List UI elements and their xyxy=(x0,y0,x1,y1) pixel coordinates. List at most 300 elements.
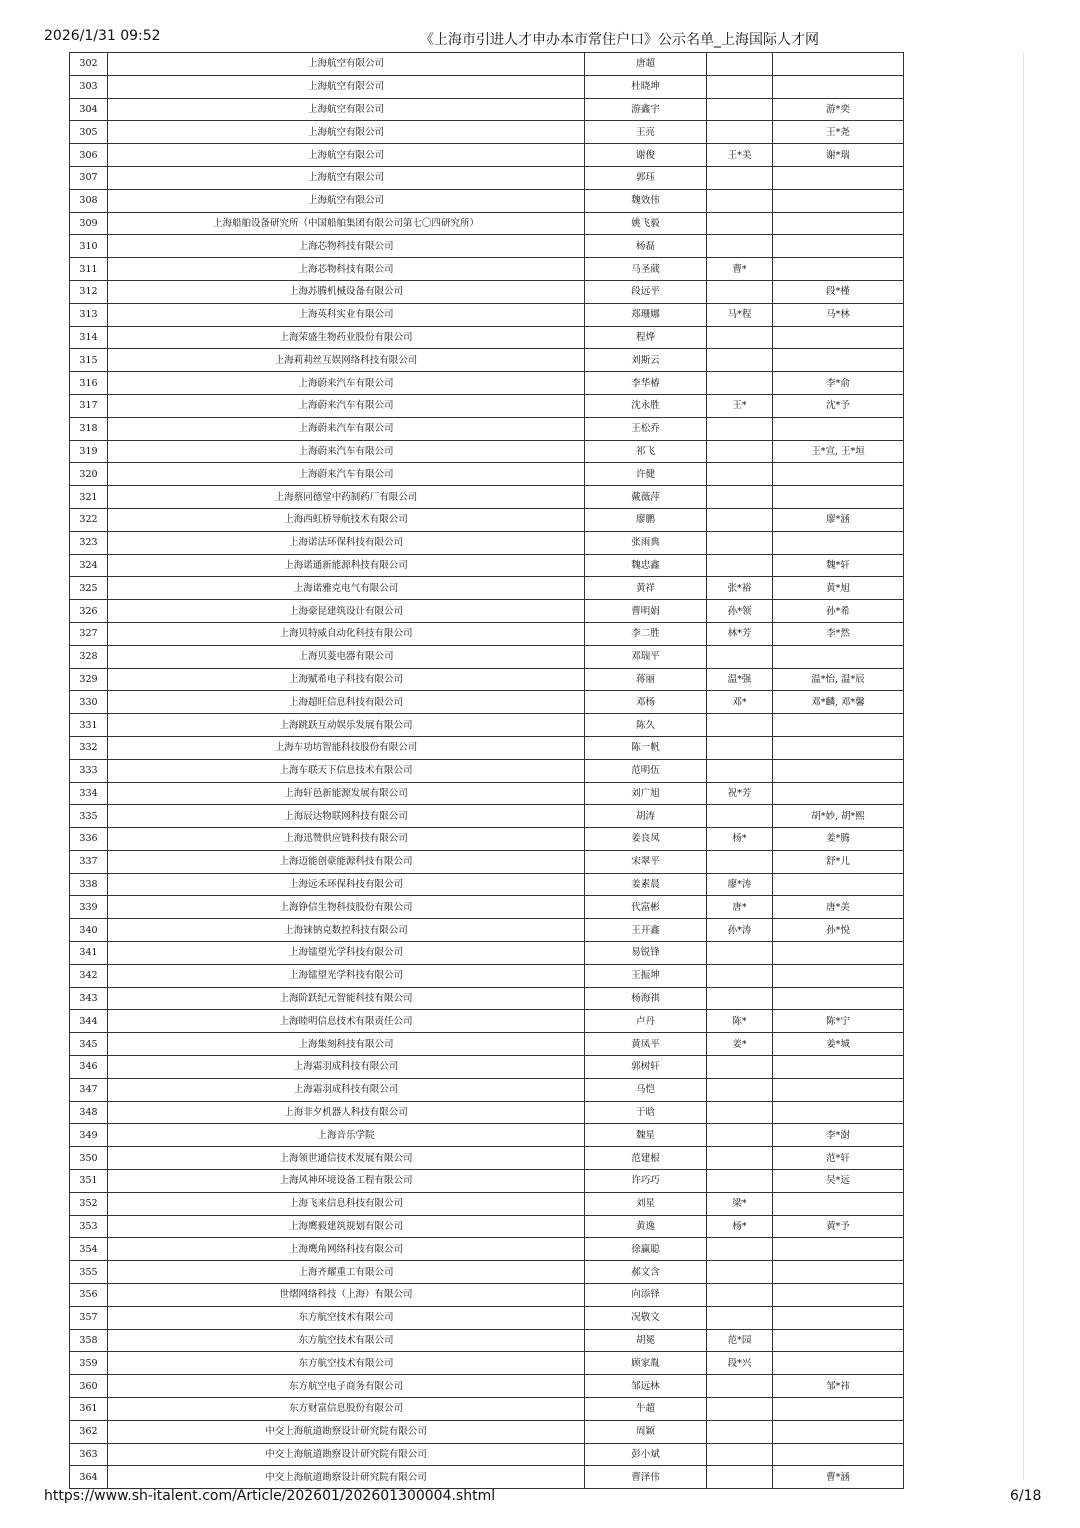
children-names xyxy=(773,1443,904,1466)
spouse-name: 杨* xyxy=(707,1215,773,1238)
spouse-name: 邓* xyxy=(707,691,773,714)
employer-name: 上海车功坊智能科技股份有限公司 xyxy=(108,736,585,759)
applicant-name: 黄祥 xyxy=(585,577,707,600)
row-number: 309 xyxy=(70,212,108,235)
row-number: 340 xyxy=(70,919,108,942)
table-row xyxy=(70,303,904,326)
children-names: 李*俞 xyxy=(773,372,904,395)
applicant-name: 郑珊娜 xyxy=(585,303,707,326)
row-number: 327 xyxy=(70,622,108,645)
applicant-name: 许巧巧 xyxy=(585,1170,707,1193)
children-names xyxy=(773,463,904,486)
employer-name: 上海飞来信息科技有限公司 xyxy=(108,1192,585,1215)
children-names xyxy=(773,258,904,281)
spouse-name xyxy=(707,714,773,737)
table-row xyxy=(70,1329,904,1352)
row-number: 352 xyxy=(70,1192,108,1215)
row-number: 360 xyxy=(70,1375,108,1398)
table-row xyxy=(70,919,904,942)
children-names xyxy=(773,782,904,805)
applicant-name: 李华椿 xyxy=(585,372,707,395)
table-row xyxy=(70,440,904,463)
employer-name: 上海蔚来汽车有限公司 xyxy=(108,417,585,440)
table-row xyxy=(70,53,904,76)
spouse-name xyxy=(707,1124,773,1147)
spouse-name xyxy=(707,280,773,303)
spouse-name xyxy=(707,964,773,987)
applicant-name: 杜晓坤 xyxy=(585,75,707,98)
applicant-name: 魏效伟 xyxy=(585,189,707,212)
row-number: 315 xyxy=(70,349,108,372)
children-names: 陈*宁 xyxy=(773,1010,904,1033)
row-number: 354 xyxy=(70,1238,108,1261)
spouse-name xyxy=(707,1284,773,1307)
applicant-name: 王开鑫 xyxy=(585,919,707,942)
children-names xyxy=(773,531,904,554)
table-row xyxy=(70,144,904,167)
spouse-name: 王*美 xyxy=(707,144,773,167)
spouse-name: 孙*领 xyxy=(707,600,773,623)
row-number: 335 xyxy=(70,805,108,828)
table-row xyxy=(70,417,904,440)
children-names: 马*林 xyxy=(773,303,904,326)
table-row xyxy=(70,873,904,896)
children-names xyxy=(773,1284,904,1307)
spouse-name xyxy=(707,1420,773,1443)
table-row xyxy=(70,1078,904,1101)
table-row xyxy=(70,1192,904,1215)
employer-name: 中交上海航道勘察设计研究院有限公司 xyxy=(108,1443,585,1466)
employer-name: 上海蔚来汽车有限公司 xyxy=(108,372,585,395)
row-number: 317 xyxy=(70,394,108,417)
table-row xyxy=(70,622,904,645)
children-names: 游*奕 xyxy=(773,98,904,121)
children-names: 李*然 xyxy=(773,622,904,645)
children-names: 姜*腾 xyxy=(773,828,904,851)
spouse-name xyxy=(707,53,773,76)
applicant-name: 沈永胜 xyxy=(585,394,707,417)
table-row xyxy=(70,75,904,98)
table-row xyxy=(70,1056,904,1079)
spouse-name xyxy=(707,189,773,212)
spouse-name: 范*园 xyxy=(707,1329,773,1352)
row-number: 319 xyxy=(70,440,108,463)
row-number: 347 xyxy=(70,1078,108,1101)
children-names: 孙*希 xyxy=(773,600,904,623)
row-number: 313 xyxy=(70,303,108,326)
applicant-name: 魏星 xyxy=(585,1124,707,1147)
table-row xyxy=(70,850,904,873)
employer-name: 上海航空有限公司 xyxy=(108,144,585,167)
employer-name: 上海迅赞供应链科技有限公司 xyxy=(108,828,585,851)
employer-name: 上海船舶设备研究所（中国船舶集团有限公司第七〇四研究所） xyxy=(108,212,585,235)
table-row xyxy=(70,1124,904,1147)
children-names xyxy=(773,1329,904,1352)
employer-name: 上海航空有限公司 xyxy=(108,53,585,76)
children-names: 范*轩 xyxy=(773,1147,904,1170)
applicant-name: 曹明娟 xyxy=(585,600,707,623)
employer-name: 世熠网络科技（上海）有限公司 xyxy=(108,1284,585,1307)
table-row xyxy=(70,1010,904,1033)
employer-name: 上海非夕机器人科技有限公司 xyxy=(108,1101,585,1124)
spouse-name xyxy=(707,508,773,531)
children-names xyxy=(773,736,904,759)
row-number: 318 xyxy=(70,417,108,440)
applicant-name: 姜良凤 xyxy=(585,828,707,851)
children-names xyxy=(773,189,904,212)
table-row xyxy=(70,600,904,623)
table-row xyxy=(70,280,904,303)
children-names: 谢*瑞 xyxy=(773,144,904,167)
children-names: 黄*旭 xyxy=(773,577,904,600)
employer-name: 上海轩邑新能源发展有限公司 xyxy=(108,782,585,805)
spouse-name xyxy=(707,463,773,486)
spouse-name xyxy=(707,1147,773,1170)
employer-name: 上海航空有限公司 xyxy=(108,189,585,212)
spouse-name xyxy=(707,736,773,759)
employer-name: 中交上海航道勘察设计研究院有限公司 xyxy=(108,1420,585,1443)
spouse-name xyxy=(707,372,773,395)
applicant-name: 郭珏 xyxy=(585,166,707,189)
applicant-name: 祁飞 xyxy=(585,440,707,463)
employer-name: 上海蔚来汽车有限公司 xyxy=(108,394,585,417)
table-row xyxy=(70,1261,904,1284)
employer-name: 上海诺雅克电气有限公司 xyxy=(108,577,585,600)
applicant-name: 程烨 xyxy=(585,326,707,349)
table-row xyxy=(70,964,904,987)
row-number: 355 xyxy=(70,1261,108,1284)
children-names xyxy=(773,1261,904,1284)
table-row xyxy=(70,759,904,782)
table-row xyxy=(70,1238,904,1261)
table-row xyxy=(70,554,904,577)
employer-name: 东方航空技术有限公司 xyxy=(108,1329,585,1352)
row-number: 314 xyxy=(70,326,108,349)
spouse-name xyxy=(707,212,773,235)
employer-name: 东方航空技术有限公司 xyxy=(108,1352,585,1375)
table-row xyxy=(70,235,904,258)
spouse-name: 曹* xyxy=(707,258,773,281)
spouse-name xyxy=(707,166,773,189)
table-row xyxy=(70,1033,904,1056)
row-number: 306 xyxy=(70,144,108,167)
applicant-name: 徐赢聪 xyxy=(585,1238,707,1261)
table-row xyxy=(70,805,904,828)
applicant-name: 邹远林 xyxy=(585,1375,707,1398)
table-row xyxy=(70,121,904,144)
row-number: 353 xyxy=(70,1215,108,1238)
children-names xyxy=(773,714,904,737)
employer-name: 上海迈能创豪能源科技有限公司 xyxy=(108,850,585,873)
row-number: 348 xyxy=(70,1101,108,1124)
spouse-name xyxy=(707,235,773,258)
row-number: 324 xyxy=(70,554,108,577)
spouse-name xyxy=(707,417,773,440)
spouse-name: 杨* xyxy=(707,828,773,851)
row-number: 322 xyxy=(70,508,108,531)
applicant-name: 向添铎 xyxy=(585,1284,707,1307)
row-number: 357 xyxy=(70,1306,108,1329)
applicant-name: 胡冕 xyxy=(585,1329,707,1352)
table-row xyxy=(70,1147,904,1170)
employer-name: 上海航空有限公司 xyxy=(108,121,585,144)
applicant-name: 顾家胤 xyxy=(585,1352,707,1375)
spouse-name xyxy=(707,440,773,463)
applicant-name: 王松乔 xyxy=(585,417,707,440)
applicant-name: 张雨典 xyxy=(585,531,707,554)
spouse-name: 唐* xyxy=(707,896,773,919)
employer-name: 上海英科实业有限公司 xyxy=(108,303,585,326)
employer-name: 上海车联天下信息技术有限公司 xyxy=(108,759,585,782)
children-names xyxy=(773,1192,904,1215)
row-number: 302 xyxy=(70,53,108,76)
row-number: 351 xyxy=(70,1170,108,1193)
row-number: 342 xyxy=(70,964,108,987)
row-number: 345 xyxy=(70,1033,108,1056)
children-names: 魏*轩 xyxy=(773,554,904,577)
children-names: 孙*悦 xyxy=(773,919,904,942)
employer-name: 上海荣盛生物药业股份有限公司 xyxy=(108,326,585,349)
table-row xyxy=(70,531,904,554)
applicant-name: 于晗 xyxy=(585,1101,707,1124)
applicant-name: 郝文含 xyxy=(585,1261,707,1284)
employer-name: 东方财富信息股份有限公司 xyxy=(108,1398,585,1421)
table-row xyxy=(70,166,904,189)
applicant-table xyxy=(69,52,904,1489)
table-row xyxy=(70,942,904,965)
children-names xyxy=(773,759,904,782)
table-row xyxy=(70,896,904,919)
row-number: 359 xyxy=(70,1352,108,1375)
employer-name: 上海超旺信息科技有限公司 xyxy=(108,691,585,714)
applicant-name: 范建根 xyxy=(585,1147,707,1170)
employer-name: 上海阶跃纪元智能科技有限公司 xyxy=(108,987,585,1010)
applicant-name: 况敬文 xyxy=(585,1306,707,1329)
employer-name: 上海音乐学院 xyxy=(108,1124,585,1147)
table-row xyxy=(70,577,904,600)
applicant-name: 杨磊 xyxy=(585,235,707,258)
employer-name: 上海鹰毅建筑规划有限公司 xyxy=(108,1215,585,1238)
table-row xyxy=(70,372,904,395)
table-row xyxy=(70,1352,904,1375)
applicant-name: 杨海祺 xyxy=(585,987,707,1010)
table-row xyxy=(70,1101,904,1124)
children-names: 段*槿 xyxy=(773,280,904,303)
row-number: 362 xyxy=(70,1420,108,1443)
children-names: 李*澍 xyxy=(773,1124,904,1147)
applicant-name: 陈一帆 xyxy=(585,736,707,759)
spouse-name xyxy=(707,645,773,668)
children-names xyxy=(773,987,904,1010)
children-names: 舒*儿 xyxy=(773,850,904,873)
employer-name: 上海霜羽成科技有限公司 xyxy=(108,1056,585,1079)
spouse-name xyxy=(707,987,773,1010)
employer-name: 上海霜羽成科技有限公司 xyxy=(108,1078,585,1101)
row-number: 303 xyxy=(70,75,108,98)
row-number: 320 xyxy=(70,463,108,486)
row-number: 336 xyxy=(70,828,108,851)
children-names xyxy=(773,75,904,98)
spouse-name: 廖*涛 xyxy=(707,873,773,896)
applicant-name: 代富彬 xyxy=(585,896,707,919)
employer-name: 上海诺通新能源科技有限公司 xyxy=(108,554,585,577)
applicant-name: 马圣葳 xyxy=(585,258,707,281)
employer-name: 上海赋希电子科技有限公司 xyxy=(108,668,585,691)
row-number: 316 xyxy=(70,372,108,395)
employer-name: 上海芯物科技有限公司 xyxy=(108,235,585,258)
table-row xyxy=(70,691,904,714)
row-number: 350 xyxy=(70,1147,108,1170)
children-names: 王*尧 xyxy=(773,121,904,144)
employer-name: 上海蔡同德堂中药制药厂有限公司 xyxy=(108,486,585,509)
employer-name: 上海铼钠克数控科技有限公司 xyxy=(108,919,585,942)
employer-name: 上海贝菱电器有限公司 xyxy=(108,645,585,668)
table-row xyxy=(70,1284,904,1307)
children-names xyxy=(773,1352,904,1375)
table-row xyxy=(70,486,904,509)
children-names xyxy=(773,53,904,76)
row-number: 325 xyxy=(70,577,108,600)
children-names: 沈*予 xyxy=(773,394,904,417)
spouse-name xyxy=(707,486,773,509)
row-number: 310 xyxy=(70,235,108,258)
spouse-name xyxy=(707,75,773,98)
table-row xyxy=(70,1215,904,1238)
employer-name: 上海跳跃互动娱乐发展有限公司 xyxy=(108,714,585,737)
applicant-name: 曹泽伟 xyxy=(585,1466,707,1489)
applicant-name: 易锐锋 xyxy=(585,942,707,965)
table-row xyxy=(70,828,904,851)
applicant-name: 周颖 xyxy=(585,1420,707,1443)
row-number: 343 xyxy=(70,987,108,1010)
children-names xyxy=(773,212,904,235)
table-row xyxy=(70,98,904,121)
employer-name: 上海镭望光学科技有限公司 xyxy=(108,942,585,965)
table-row xyxy=(70,668,904,691)
children-names: 温*怡, 温*辰 xyxy=(773,668,904,691)
spouse-name xyxy=(707,1101,773,1124)
spouse-name: 姜* xyxy=(707,1033,773,1056)
applicant-name: 王振坤 xyxy=(585,964,707,987)
page-title: 《上海市引进人才申办本市常住户口》公示名单_上海国际人才网 xyxy=(420,32,819,48)
page-number: 6/18 xyxy=(1010,1488,1042,1504)
applicant-name: 邓瑞平 xyxy=(585,645,707,668)
row-number: 361 xyxy=(70,1398,108,1421)
row-number: 312 xyxy=(70,280,108,303)
row-number: 321 xyxy=(70,486,108,509)
row-number: 304 xyxy=(70,98,108,121)
children-names xyxy=(773,873,904,896)
children-names xyxy=(773,166,904,189)
children-names xyxy=(773,1306,904,1329)
print-datetime: 2026/1/31 09:52 xyxy=(44,28,161,44)
children-names xyxy=(773,1420,904,1443)
row-number: 337 xyxy=(70,850,108,873)
applicant-name: 刘斯云 xyxy=(585,349,707,372)
applicant-name: 宋翠平 xyxy=(585,850,707,873)
row-number: 341 xyxy=(70,942,108,965)
employer-name: 上海风神环境设备工程有限公司 xyxy=(108,1170,585,1193)
table-row xyxy=(70,349,904,372)
employer-name: 中交上海航道勘察设计研究院有限公司 xyxy=(108,1466,585,1489)
employer-name: 上海睦明信息技术有限责任公司 xyxy=(108,1010,585,1033)
row-number: 308 xyxy=(70,189,108,212)
children-names xyxy=(773,942,904,965)
applicant-name: 牛超 xyxy=(585,1398,707,1421)
applicant-name: 卢丹 xyxy=(585,1010,707,1033)
applicant-name: 刘广旭 xyxy=(585,782,707,805)
table-row xyxy=(70,1398,904,1421)
row-number: 305 xyxy=(70,121,108,144)
table-row xyxy=(70,645,904,668)
children-names xyxy=(773,645,904,668)
children-names: 胡*妙, 胡*熙 xyxy=(773,805,904,828)
table-row xyxy=(70,508,904,531)
applicant-name: 彭小斌 xyxy=(585,1443,707,1466)
employer-name: 上海诺法环保科技有限公司 xyxy=(108,531,585,554)
spouse-name xyxy=(707,326,773,349)
row-number: 330 xyxy=(70,691,108,714)
children-names xyxy=(773,349,904,372)
row-number: 346 xyxy=(70,1056,108,1079)
table-row xyxy=(70,1466,904,1489)
employer-name: 上海辰达物联网科技有限公司 xyxy=(108,805,585,828)
applicant-name: 廖鹏 xyxy=(585,508,707,531)
spouse-name xyxy=(707,554,773,577)
employer-name: 上海鹰角网络科技有限公司 xyxy=(108,1238,585,1261)
applicant-name: 王亮 xyxy=(585,121,707,144)
spouse-name xyxy=(707,1306,773,1329)
row-number: 331 xyxy=(70,714,108,737)
spouse-name xyxy=(707,1398,773,1421)
employer-name: 东方航空技术有限公司 xyxy=(108,1306,585,1329)
children-names: 曹*涵 xyxy=(773,1466,904,1489)
row-number: 334 xyxy=(70,782,108,805)
table-row xyxy=(70,1420,904,1443)
spouse-name: 王* xyxy=(707,394,773,417)
row-number: 307 xyxy=(70,166,108,189)
applicant-name: 刘星 xyxy=(585,1192,707,1215)
spouse-name xyxy=(707,531,773,554)
page-edge-line xyxy=(1023,52,1024,1480)
applicant-name: 胡涛 xyxy=(585,805,707,828)
row-number: 358 xyxy=(70,1329,108,1352)
spouse-name: 马*程 xyxy=(707,303,773,326)
table-row xyxy=(70,1306,904,1329)
spouse-name xyxy=(707,850,773,873)
employer-name: 上海贝特威自动化科技有限公司 xyxy=(108,622,585,645)
applicant-table-body xyxy=(70,53,904,1489)
table-row xyxy=(70,258,904,281)
employer-name: 上海苏腾机械设备有限公司 xyxy=(108,280,585,303)
table-row xyxy=(70,1443,904,1466)
children-names: 邹*祎 xyxy=(773,1375,904,1398)
employer-name: 上海蔚来汽车有限公司 xyxy=(108,440,585,463)
table-row xyxy=(70,189,904,212)
row-number: 328 xyxy=(70,645,108,668)
spouse-name xyxy=(707,805,773,828)
row-number: 326 xyxy=(70,600,108,623)
spouse-name: 温*强 xyxy=(707,668,773,691)
children-names: 邓*麟, 邓*馨 xyxy=(773,691,904,714)
spouse-name xyxy=(707,121,773,144)
applicant-name: 游鑫宇 xyxy=(585,98,707,121)
spouse-name: 祝*芳 xyxy=(707,782,773,805)
table-row xyxy=(70,987,904,1010)
spouse-name xyxy=(707,1466,773,1489)
spouse-name: 陈* xyxy=(707,1010,773,1033)
row-number: 356 xyxy=(70,1284,108,1307)
